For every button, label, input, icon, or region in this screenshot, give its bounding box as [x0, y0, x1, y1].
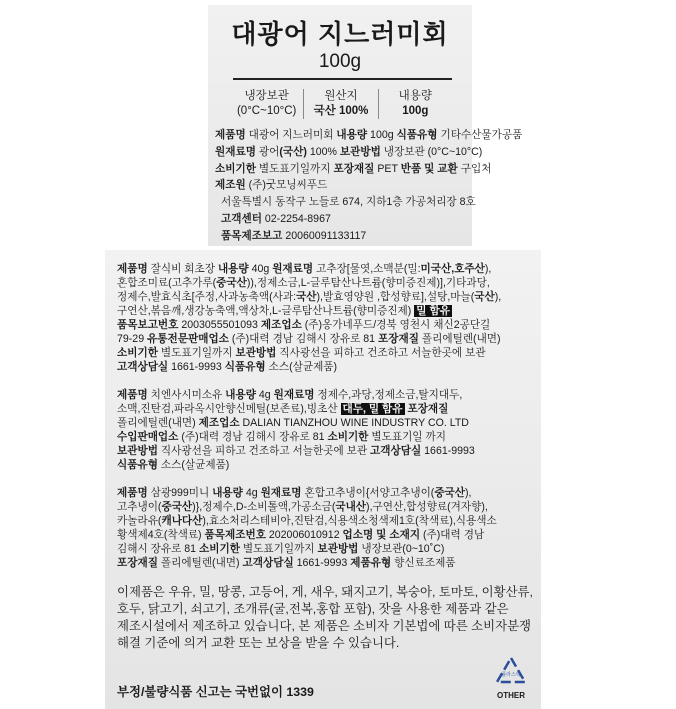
sauce-section-chojang — [117, 262, 531, 374]
field-value: 100g — [367, 129, 397, 141]
label-line — [117, 402, 531, 416]
field-label: 유통전문판매업소 — [147, 333, 229, 345]
field-label: 제품명 — [215, 129, 246, 141]
field-label: 품목보고번호 — [117, 319, 179, 331]
allergen-badge: 대두, 밀 함유 — [342, 403, 403, 415]
field-label: 소비기한 — [327, 431, 369, 443]
field-label: 보관방법 — [235, 347, 277, 359]
field-value: 황색제4호(착색료) — [117, 529, 205, 541]
field-value: DALIAN TIANZHOU WINE INDUSTRY CO. LTD — [239, 417, 469, 429]
field-value: 혼합조미료(고추가루( — [117, 277, 217, 289]
field-label: 소비기한 — [215, 162, 256, 175]
field-label: 제품유형 — [350, 557, 392, 569]
field-value: 4g — [242, 487, 261, 499]
origin-column — [303, 89, 377, 119]
field-value: 소스(살균제품) — [265, 361, 338, 373]
field-value: 고추냉이( — [117, 501, 162, 513]
field-value: 구입처 — [457, 162, 492, 175]
field-label: 품목제조번호 — [204, 529, 266, 541]
field-value: 직사광선을 피하고 건조하고 서늘한곳에 보관 — [276, 347, 486, 359]
field-label: 보관방법 — [117, 445, 158, 457]
field-value: PET — [374, 162, 401, 175]
field-label: 품목제조보고 — [221, 229, 283, 242]
recycle-label: OTHER — [497, 691, 525, 700]
field-value: 구연산,볶음깨,생강농축액,액상차,L-글루탐산나트륨(향미증진제) — [117, 305, 415, 317]
label-line — [117, 360, 531, 374]
field-value: 잘식비 회초장 — [147, 263, 218, 275]
field-value: ), — [484, 263, 492, 275]
field-value: 직사광선을 피하고 건조하고 서늘한곳에 보관 — [157, 445, 371, 457]
label-line — [215, 228, 522, 245]
field-label: 소비기한 — [199, 543, 240, 555]
field-value: 정제수,과당,정제소금,탈지대두, — [314, 389, 463, 401]
field-value: 소스(살균제품) — [157, 459, 230, 471]
field-value: (주)대력 경남 김해시 장유로 81 — [178, 431, 328, 443]
label-line — [117, 486, 531, 500]
field-label: 국산 — [474, 291, 495, 303]
field-value: ), — [465, 487, 472, 499]
label-line — [215, 194, 522, 211]
label-line — [117, 444, 531, 458]
field-label: 제품명 — [117, 487, 148, 499]
label-line — [215, 177, 522, 194]
label-line — [117, 458, 531, 472]
label-line — [117, 388, 531, 402]
recycle-mark — [491, 656, 531, 701]
field-value: ), — [494, 291, 502, 303]
product-label-top — [208, 5, 523, 246]
label-line — [215, 127, 522, 144]
storage-value: (0°C~10°C) — [236, 105, 297, 117]
label-line — [215, 144, 522, 161]
sauce-section-wasabi — [117, 486, 531, 570]
field-label: 고객센터 — [221, 212, 262, 225]
storage-label: 냉장보관 — [244, 90, 289, 102]
label-line — [117, 290, 531, 304]
field-value: 카놀라유( — [117, 515, 162, 527]
recycle-icon — [494, 656, 528, 686]
field-value: 서울특별시 동작구 노들로 674, 지하1층 가공처리장 8호 — [221, 196, 476, 209]
field-label: 보관방법 — [317, 543, 359, 555]
field-label: 고객상담실 — [370, 445, 422, 457]
label-line — [117, 430, 531, 444]
label-line — [117, 318, 531, 332]
label-line — [117, 556, 531, 570]
field-label: 내용량 — [217, 263, 249, 275]
field-label: 원재료명 — [215, 145, 256, 158]
field-value: )),정제소금,L-글루탐산나트륨(향미증진제)],기타과당, — [246, 277, 490, 289]
field-label: 업소명 및 소재지 — [342, 529, 421, 541]
field-label: 보관방법 — [339, 145, 381, 158]
label-line — [215, 211, 522, 228]
divider — [233, 78, 452, 80]
field-label: (국산) — [279, 145, 307, 158]
field-value: (주)대력 경남 김해시 장유로 81 — [228, 333, 378, 345]
field-value: 별도표기일까지 — [239, 543, 318, 555]
storage-column — [230, 89, 303, 119]
notice-line: 해결 기준에 의거 교환 또는 보상을 받을 수 있습니다. — [117, 636, 400, 650]
label-line — [117, 500, 531, 514]
allergen-badge: 밀 함유 — [416, 305, 450, 317]
product-info — [215, 127, 522, 245]
field-label: 중국산 — [216, 277, 247, 289]
field-value: 202006010912 — [265, 529, 343, 541]
field-label: 제조업소 — [198, 417, 240, 429]
notice-line: 이제품은 우유, 밀, 땅콩, 고등어, 게, 새우, 돼지고기, 복숭아, 토마토, 이황산류, — [117, 585, 533, 599]
label-line — [117, 262, 531, 276]
field-label: 포장재질 — [378, 333, 419, 345]
field-label: 내용량 — [225, 389, 256, 401]
label-line — [117, 332, 531, 346]
field-value: 1661-9993 — [421, 445, 475, 457]
field-label: 소비기한 — [117, 347, 158, 359]
product-title: 대광어 지느러미회 — [231, 19, 449, 49]
report-hotline: 부정/불량식품 신고는 국번없이 1339 — [117, 685, 314, 699]
field-label: 국내산 — [335, 501, 367, 513]
field-label: 식품유형 — [396, 129, 438, 141]
origin-label: 원산지 — [324, 90, 358, 102]
field-label: 고객상담실 — [242, 557, 294, 569]
field-label: 포장재질 — [407, 403, 449, 415]
field-value: 혼합고추냉이{서양고추냉이( — [301, 487, 435, 499]
field-value: ),효소처리스테비아,진탄검,식용색소청색제1호(착색료),식용색소 — [202, 515, 497, 527]
field-label: 제조업소 — [260, 319, 302, 331]
field-label: 식품유형 — [117, 459, 158, 471]
field-label: 포장재질 — [333, 162, 375, 175]
notice-line: 제조시설에서 제조하고 있습니다, 본 제품은 소비자 기본법에 따른 소비자분쟁 — [117, 619, 532, 633]
field-value: (주)옹가네푸드/경북 영천시 채신2공단길 — [301, 319, 491, 331]
field-value: 폴리에틸렌(내면) — [418, 333, 501, 345]
field-value: 정제수,발효식초[주정,사과농축액(사과: — [117, 291, 297, 303]
field-value: 소맥,진탄검,파라옥시안향신메틸(보존료),빙초산 — [117, 403, 341, 415]
field-label: 내용량 — [336, 129, 368, 141]
content-column — [378, 89, 452, 119]
content-value: 100g — [402, 105, 429, 117]
sauce-section-soy — [117, 388, 531, 472]
field-value: 대광어 지느러미회 — [245, 129, 337, 141]
label-line — [117, 276, 531, 290]
field-label: 수입판매업소 — [117, 431, 179, 443]
field-value: 폴리에틸렌(내면) — [157, 557, 243, 569]
field-value: 냉장보관 (0°C~10°C) — [380, 145, 483, 158]
recycle-inner-text: 플라스틱 — [501, 672, 521, 678]
field-label: 중국산 — [434, 487, 466, 499]
field-value: (주)굿모닝씨푸드 — [245, 179, 328, 192]
label-line — [117, 514, 531, 528]
product-label-bottom — [105, 250, 541, 709]
field-value: 4g — [255, 389, 274, 401]
allergy-notice — [117, 584, 531, 652]
field-label: 제품명 — [117, 389, 148, 401]
field-label: 원재료명 — [260, 487, 302, 499]
field-value: 치엔사시미소유 — [147, 389, 226, 401]
field-value: 별도표기일까지 — [157, 347, 236, 359]
field-value: 100% — [306, 145, 340, 158]
summary-columns — [230, 89, 452, 119]
field-label: 내용량 — [212, 487, 243, 499]
field-label: 국산 — [296, 291, 317, 303]
field-value: )},정제수,D-소비톨액,가공소금( — [192, 501, 336, 513]
field-label: 제조원 — [215, 179, 246, 192]
field-value: 1661-9993 — [293, 557, 351, 569]
report-row — [117, 656, 531, 701]
field-value: 1661-9993 — [168, 361, 225, 373]
label-line — [117, 346, 531, 360]
field-value: 폴리에틸렌(내면) — [117, 417, 199, 429]
field-label: 캐나다산 — [161, 515, 203, 527]
field-value: 광어 — [255, 145, 280, 158]
field-value: 02-2254-8967 — [261, 212, 331, 225]
field-value: 79-29 — [117, 333, 148, 345]
field-label: 고객상담실 — [117, 361, 169, 373]
field-value: 20060091133117 — [282, 229, 367, 242]
field-value: 기타수산물가공품 — [437, 129, 523, 141]
origin-value: 국산 100% — [313, 105, 369, 117]
field-value: 냉장보관(0~10˚C) — [358, 543, 445, 555]
label-line — [117, 416, 531, 430]
label-line — [117, 304, 531, 318]
field-label: 원재료명 — [272, 263, 314, 275]
field-value: 2003055501093 — [178, 319, 261, 331]
field-value: 삼광999미니 — [147, 487, 213, 499]
field-label: 중국산 — [161, 501, 193, 513]
field-label: 미국산,호주산 — [420, 263, 485, 275]
notice-line: 호두, 닭고기, 쇠고기, 조개류(굴,전복,홍합 포함), 잣을 사용한 제품과 같은 — [117, 602, 509, 616]
label-line — [215, 161, 522, 178]
field-value: 별도표기일 까지 — [368, 431, 446, 443]
field-label: 제품명 — [117, 263, 148, 275]
field-value: 향신료조제품 — [391, 557, 456, 569]
field-value: (주)대력 경남 — [420, 529, 485, 541]
field-label: 포장재질 — [117, 557, 158, 569]
field-label: 식품유형 — [224, 361, 266, 373]
content-label: 내용량 — [398, 90, 432, 102]
field-label: 원재료명 — [273, 389, 315, 401]
label-line — [117, 528, 531, 542]
field-label: 반품 및 교환 — [400, 162, 458, 175]
product-weight: 100g — [318, 51, 362, 72]
field-value: 40g — [248, 263, 273, 275]
field-value: ),구연산,합성향료(겨자향), — [366, 501, 488, 513]
field-value: ),발효영양원 ,합성향료],설탕,마늘( — [316, 291, 475, 303]
field-value: 별도표기일까지 — [255, 162, 334, 175]
field-value: 고추장[물엿,소맥분(밀: — [313, 263, 421, 275]
label-line — [117, 542, 531, 556]
field-value: 김해시 장유로 81 — [117, 543, 200, 555]
